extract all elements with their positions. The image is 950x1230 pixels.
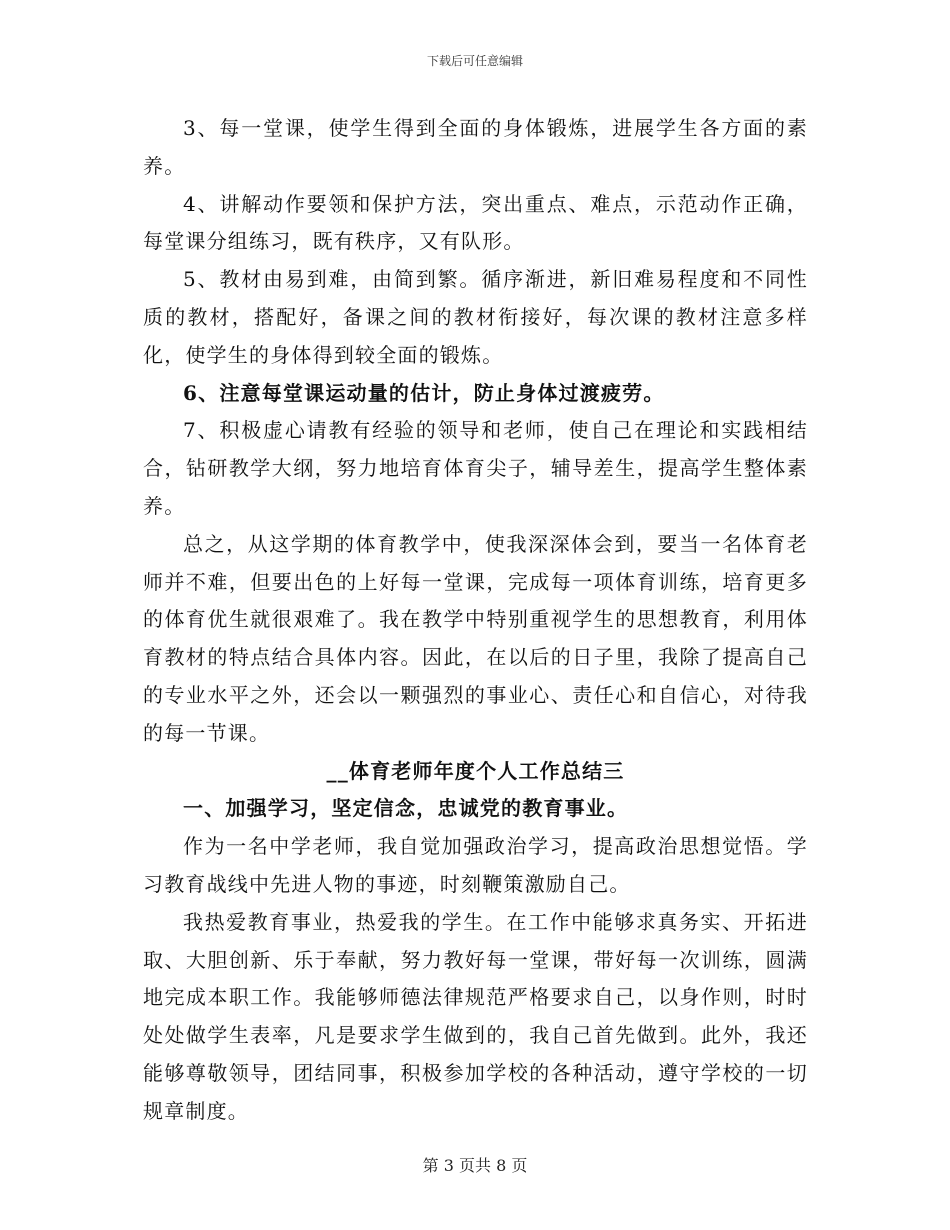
paragraph-item-5: 5、教材由易到难，由简到繁。循序渐进，新旧难易程度和不同性质的教材，搭配好，备课之间的教材衔接好，每次课的教材注意多样化，使学生的身体得到较全面的锻炼。 bbox=[143, 267, 808, 367]
paragraph-study: 作为一名中学老师，我自觉加强政治学习，提高政治思想觉悟。学习教育战线中先进人物的事迹，时刻鞭策激励自己。 bbox=[143, 834, 808, 896]
page-header: 下载后可任意编辑 bbox=[426, 54, 523, 68]
page-number-footer: 第 3 页共 8 页 bbox=[422, 1156, 528, 1175]
paragraph-dedication: 我热爱教育事业，热爱我的学生。在工作中能够求真务实、开拓进取、大胆创新、乐于奉献，努力教好每一堂课，带好每一次训练，圆满地完成本职工作。我能够师德法律规范严格要求自己，以身作则，时时处处做学生表率，凡是要求学生做到的，我自己首先做到。此外，我还能够尊敬领导，团结同事，积极参加学校的各种活动，遵守学校的一切规章制度。 bbox=[143, 909, 808, 1123]
document-body bbox=[143, 110, 808, 1131]
paragraph-item-6-bold: 6、注意每堂课运动量的估计，防止身体过渡疲劳。 bbox=[183, 380, 665, 405]
paragraph-summary: 总之，从这学期的体育教学中，使我深深体会到，要当一名体育老师并不难，但要出色的上好每一堂课，完成每一项体育训练，培育更多的体育优生就很艰难了。我在教学中特别重视学生的思想教育，利用体育教材的特点结合具体内容。因此，在以后的日子里，我除了提高自己的专业水平之外，还会以一颗强烈的事业心、责任心和自信心，对待我的每一节课。 bbox=[143, 531, 808, 745]
paragraph-item-4: 4、讲解动作要领和保护方法，突出重点、难点，示范动作正确，每堂课分组练习，既有秩序，又有队形。 bbox=[143, 191, 808, 254]
paragraph-item-3: 3、每一堂课，使学生得到全面的身体锻炼，进展学生各方面的素养。 bbox=[143, 116, 808, 178]
paragraph-item-7: 7、积极虚心请教有经验的领导和老师，使自己在理论和实践相结合，钻研教学大纲，努力地培育体育尖子，辅导差生，提高学生整体素养。 bbox=[143, 418, 808, 518]
section-title: __体育老师年度个人工作总结三 bbox=[326, 758, 625, 783]
section-subheading: 一、加强学习，坚定信念，忠诚党的教育事业。 bbox=[183, 796, 629, 821]
